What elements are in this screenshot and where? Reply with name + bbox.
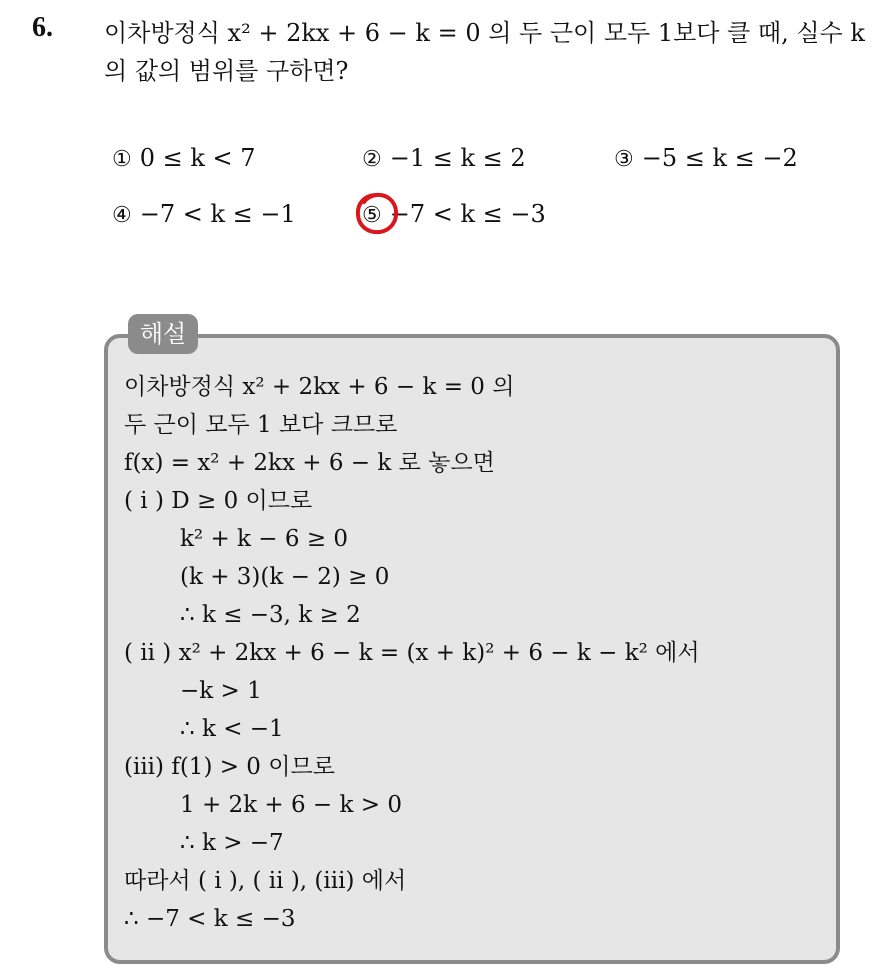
solution-line: ∴ k ≤ −3, k ≥ 2: [180, 602, 361, 628]
choice-number: ③: [614, 147, 634, 172]
choice-number: ④: [112, 203, 132, 228]
choice-number: ②: [362, 147, 382, 172]
solution-line: −k > 1: [180, 678, 262, 704]
choice-1[interactable]: [112, 144, 256, 172]
choice-number: ⑤: [362, 203, 382, 228]
solution-tag: 해설: [128, 314, 198, 354]
solution-line: (k + 3)(k − 2) ≥ 0: [180, 564, 390, 590]
choice-3[interactable]: [614, 144, 798, 172]
solution-line: (iii) f(1) > 0 이므로: [124, 754, 335, 780]
solution-line: 따라서 ( i ), ( ii ), (iii) 에서: [124, 868, 407, 894]
solution-line: 이차방정식 x² + 2kx + 6 − k = 0 의: [124, 374, 515, 400]
solution-line: 두 근이 모두 1 보다 크므로: [124, 412, 398, 438]
choice-text: −1 ≤ k ≤ 2: [389, 144, 526, 172]
choice-text: −7 < k ≤ −3: [389, 200, 546, 228]
choice-2[interactable]: [362, 144, 526, 172]
choice-text: −7 < k ≤ −1: [139, 200, 296, 228]
question-number: 6.: [32, 12, 53, 43]
choice-text: 0 ≤ k < 7: [139, 144, 256, 172]
choice-number: ①: [112, 147, 132, 172]
solution-line: 1 + 2k + 6 − k > 0: [180, 792, 402, 818]
question-text: 이차방정식 x² + 2kx + 6 − k = 0 의 두 근이 모두 1보다 클 때, 실수 k 의 값의 범위를 구하면?: [104, 19, 865, 85]
choice-4[interactable]: [112, 200, 296, 228]
choice-text: −5 ≤ k ≤ −2: [641, 144, 798, 172]
solution-line: f(x) = x² + 2kx + 6 − k 로 놓으면: [124, 450, 495, 476]
solution-line: ∴ k < −1: [180, 716, 284, 742]
choice-5[interactable]: [362, 200, 546, 228]
solution-line: ( ii ) x² + 2kx + 6 − k = (x + k)² + 6 − k − k² 에서: [124, 640, 700, 666]
solution-line: ∴ −7 < k ≤ −3: [124, 906, 296, 932]
solution-line: ∴ k > −7: [180, 830, 284, 856]
solution-line: k² + k − 6 ≥ 0: [180, 526, 349, 552]
solution-line: ( i ) D ≥ 0 이므로: [124, 488, 313, 514]
